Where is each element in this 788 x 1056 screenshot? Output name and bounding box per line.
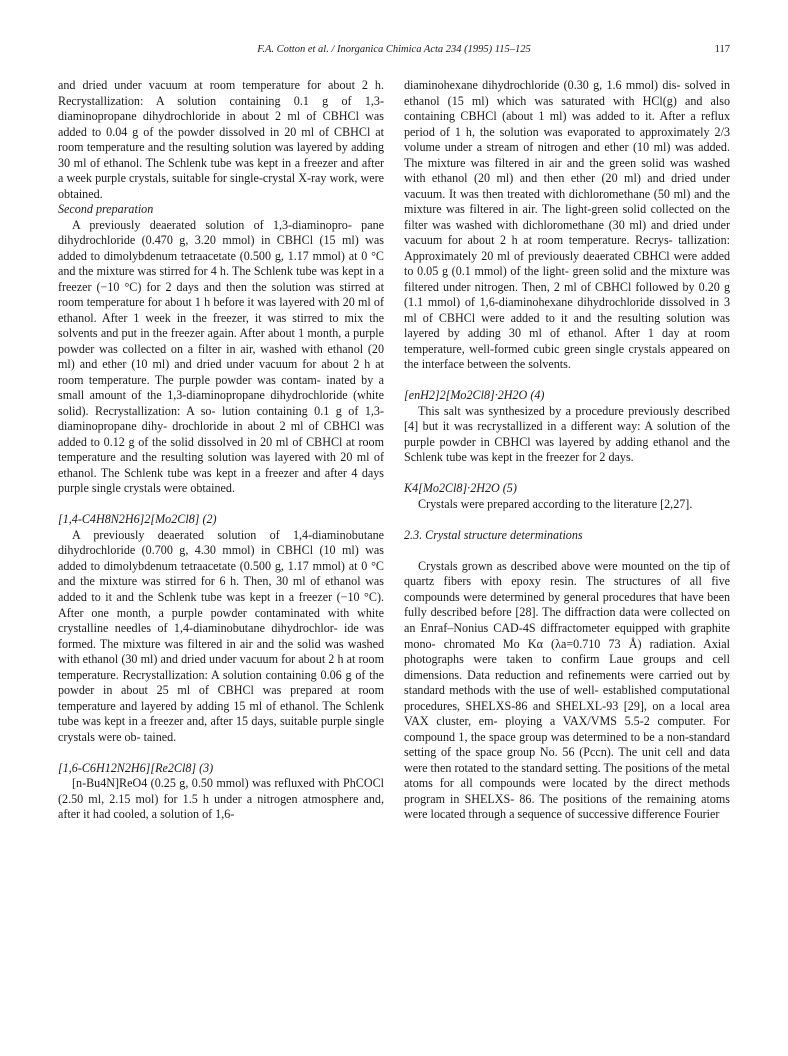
compound-5-title: K4[Mo2Cl8]·2H2O (5) [404,481,517,496]
paragraph-second-preparation: A previously deaerated solution of 1,3-diaminopro- pane dihydrochloride (0.470 g, 3.20 mmol) in CBHCl (15 ml) was added to dimolybdenum tetraacetate (0.500 g, 1.17 mmol) at 0 °C and the mixture was stirred for 4 h. The Schlenk tube was kept in a freezer (−10 °C) for 2 days and then the solution was stirred at room temperature for about 1 h before it was layered with 20 ml of ethanol. After 1 week in the freezer, it was stirred to mix the solvents and put in the freezer again. After about 1 month, a purple powder was collected on a filter in air, washed with ethanol (20 ml) and ether (10 ml) and dried under vacuum for about 2 h at room temperature. The purple powder was contam- inated by a small amount of the 1,3-diaminopropane dihydrochloride (white solid). Recrystallization: A so- lution containing 0.1 g of 1,3-diaminopropane dihy- drochloride in about 2 ml of CBHCl was added to 0.12 g of the solid dissolved in 20 ml of CBHCl at room temperature and the resulting solution was layered with 20 ml of ethanol. The Schlenk tube was kept in a freezer and after 4 days purple single crystals were obtained. [58,217,384,496]
paragraph-compound-3: [n-Bu4N]ReO4 (0.25 g, 0.50 mmol) was refluxed with PhCOCl (2.50 ml, 2.15 mol) for 1.5 h under a nitrogen atmosphere and, after it had cooled, a solution of 1,6- [58,776,384,822]
running-header [58,44,730,60]
left-column [58,78,384,823]
compound-2-title: [1,4-C4H8N2H6]2[Mo2Cl8] (2) [58,512,217,527]
right-column [404,78,730,823]
paragraph-continued: and dried under vacuum at room temperature for about 2 h. Recrystallization: A solution containing 0.1 g of 1,3-diaminopropane dihydrochloride in about 2 ml of CBHCl was added to 0.04 g of the powder dissolved in 20 ml of CBHCl at room temperature and the resulting solution was layered by adding 30 ml of ethanol. The Schlenk tube was kept in a freezer and after a week purple crystals, suitable for single-crystal X-ray work, were obtained. [58,78,384,201]
paragraph-crystal-structure: Crystals grown as described above were mounted on the tip of quartz fibers with epoxy resin. The structures of all five compounds were determined by general procedures that have been fully described before [28]. The diffraction data were collected on an Enraf–Nonius CAD-4S diffractometer equipped with graphite mono- chromated Mo Kα (λa=0.710 73 Å) radiation. Axial photographs were taken to confirm Laue groups and cell dimensions. Data reduction and refinements were carried out by standard methods with the use of well- established computational procedures, SHELXS-86 and SHELXL-93 [29], on a local area VAX cluster, em- ploying a VAX/VMS 5.5-2 computer. For compound 1, the space group was determined to be a non-standard setting of the space group No. 56 (Pccn). The unit cell and data were then rotated to the standard setting. The positions of the metal atoms for all compounds were located by the direct methods program in SHELXS- 86. The positions of the remaining atoms were located through a sequence of successive difference Fourier [404,558,730,822]
page-number: 117 [714,44,730,55]
paragraph-compound-2: A previously deaerated solution of 1,4-diaminobutane dihydrochloride (0.700 g, 4.30 mmol) in CBHCl (10 ml) was added to dimolybdenum tetraacetate (0.500 g, 1.17 mmol) at 0 °C and the mixture was stirred for 6 h. Then, 30 ml of ethanol was added to it and the Schlenk tube was kept in a freezer (−10 °C). After one month, a purple powder contaminated with white crystalline needles of 1,4-diaminobutane dihydrochlor- ide was formed. The mixture was filtered in air and the solid was washed with ethanol (30 ml) and dried under vacuum for about 2 h at room temperature. Recrystallization: A solution containing 0.06 g of the powder in about 25 ml of CBHCl was prepared at room temperature and layered by adding 15 ml of ethanol. The Schlenk tube was kept in a freezer and, after 15 days, suitable purple single crystals were ob- tained. [58,527,384,744]
compound-3-title: [1,6-C6H12N2H6][Re2Cl8] (3) [58,760,214,775]
section-title-crystal-structure: 2.3. Crystal structure determinations [404,527,583,542]
paragraph-compound-4: This salt was synthesized by a procedure previously described [4] but it was recrystallized in a different way: A solution of the purple powder in CBHCl was layered by adding ethanol and the Schlenk tube was kept in the freezer for 2 days. [404,403,730,465]
subsection-title-second-preparation: Second preparation [58,202,154,217]
compound-4-title: [enH2]2[Mo2Cl8]·2H2O (4) [404,388,545,403]
paragraph-compound-3-continued: diaminohexane dihydrochloride (0.30 g, 1.6 mmol) dis- solved in ethanol (15 ml) which was saturated with HCl(g) and also containing CBHCl (about 1 ml) was added to it. After a reflux period of 1 h, the solution was evaporated to approximately 2/3 volume under a stream of nitrogen and ether (10 ml) was added. The mixture was filtered in air and the green solid was washed with ethanol (20 ml) and then ether (20 ml) and dried under vacuum. It was then treated with dichloromethane (50 ml) and the mixture was filtered in air. The light-green solid collected on the filter was washed with dichloromethane (30 ml) and dried under vacuum for about 2 h at room temperature. Recrys- tallization: Approximately 20 ml of previously deaerated CBHCl were added to 0.05 g (0.1 mmol) of the light- green solid and the mixture was filtered under nitrogen. Then, 2 ml of CBHCl followed by 0.20 g (1.1 mmol) of 1,6-diaminohexane dihydrochloride dissolved in 3 ml of CBHCl were added to it and the resulting solution was layered by adding 30 ml of ethanol. After 1 day at room temperature, well-formed cubic green single crystals appeared on the interface between the solvents. [404,78,730,372]
journal-citation: F.A. Cotton et al. / Inorganica Chimica Acta 234 (1995) 115–125 [257,44,531,55]
paragraph-compound-5: Crystals were prepared according to the literature [2,27]. [418,496,693,511]
